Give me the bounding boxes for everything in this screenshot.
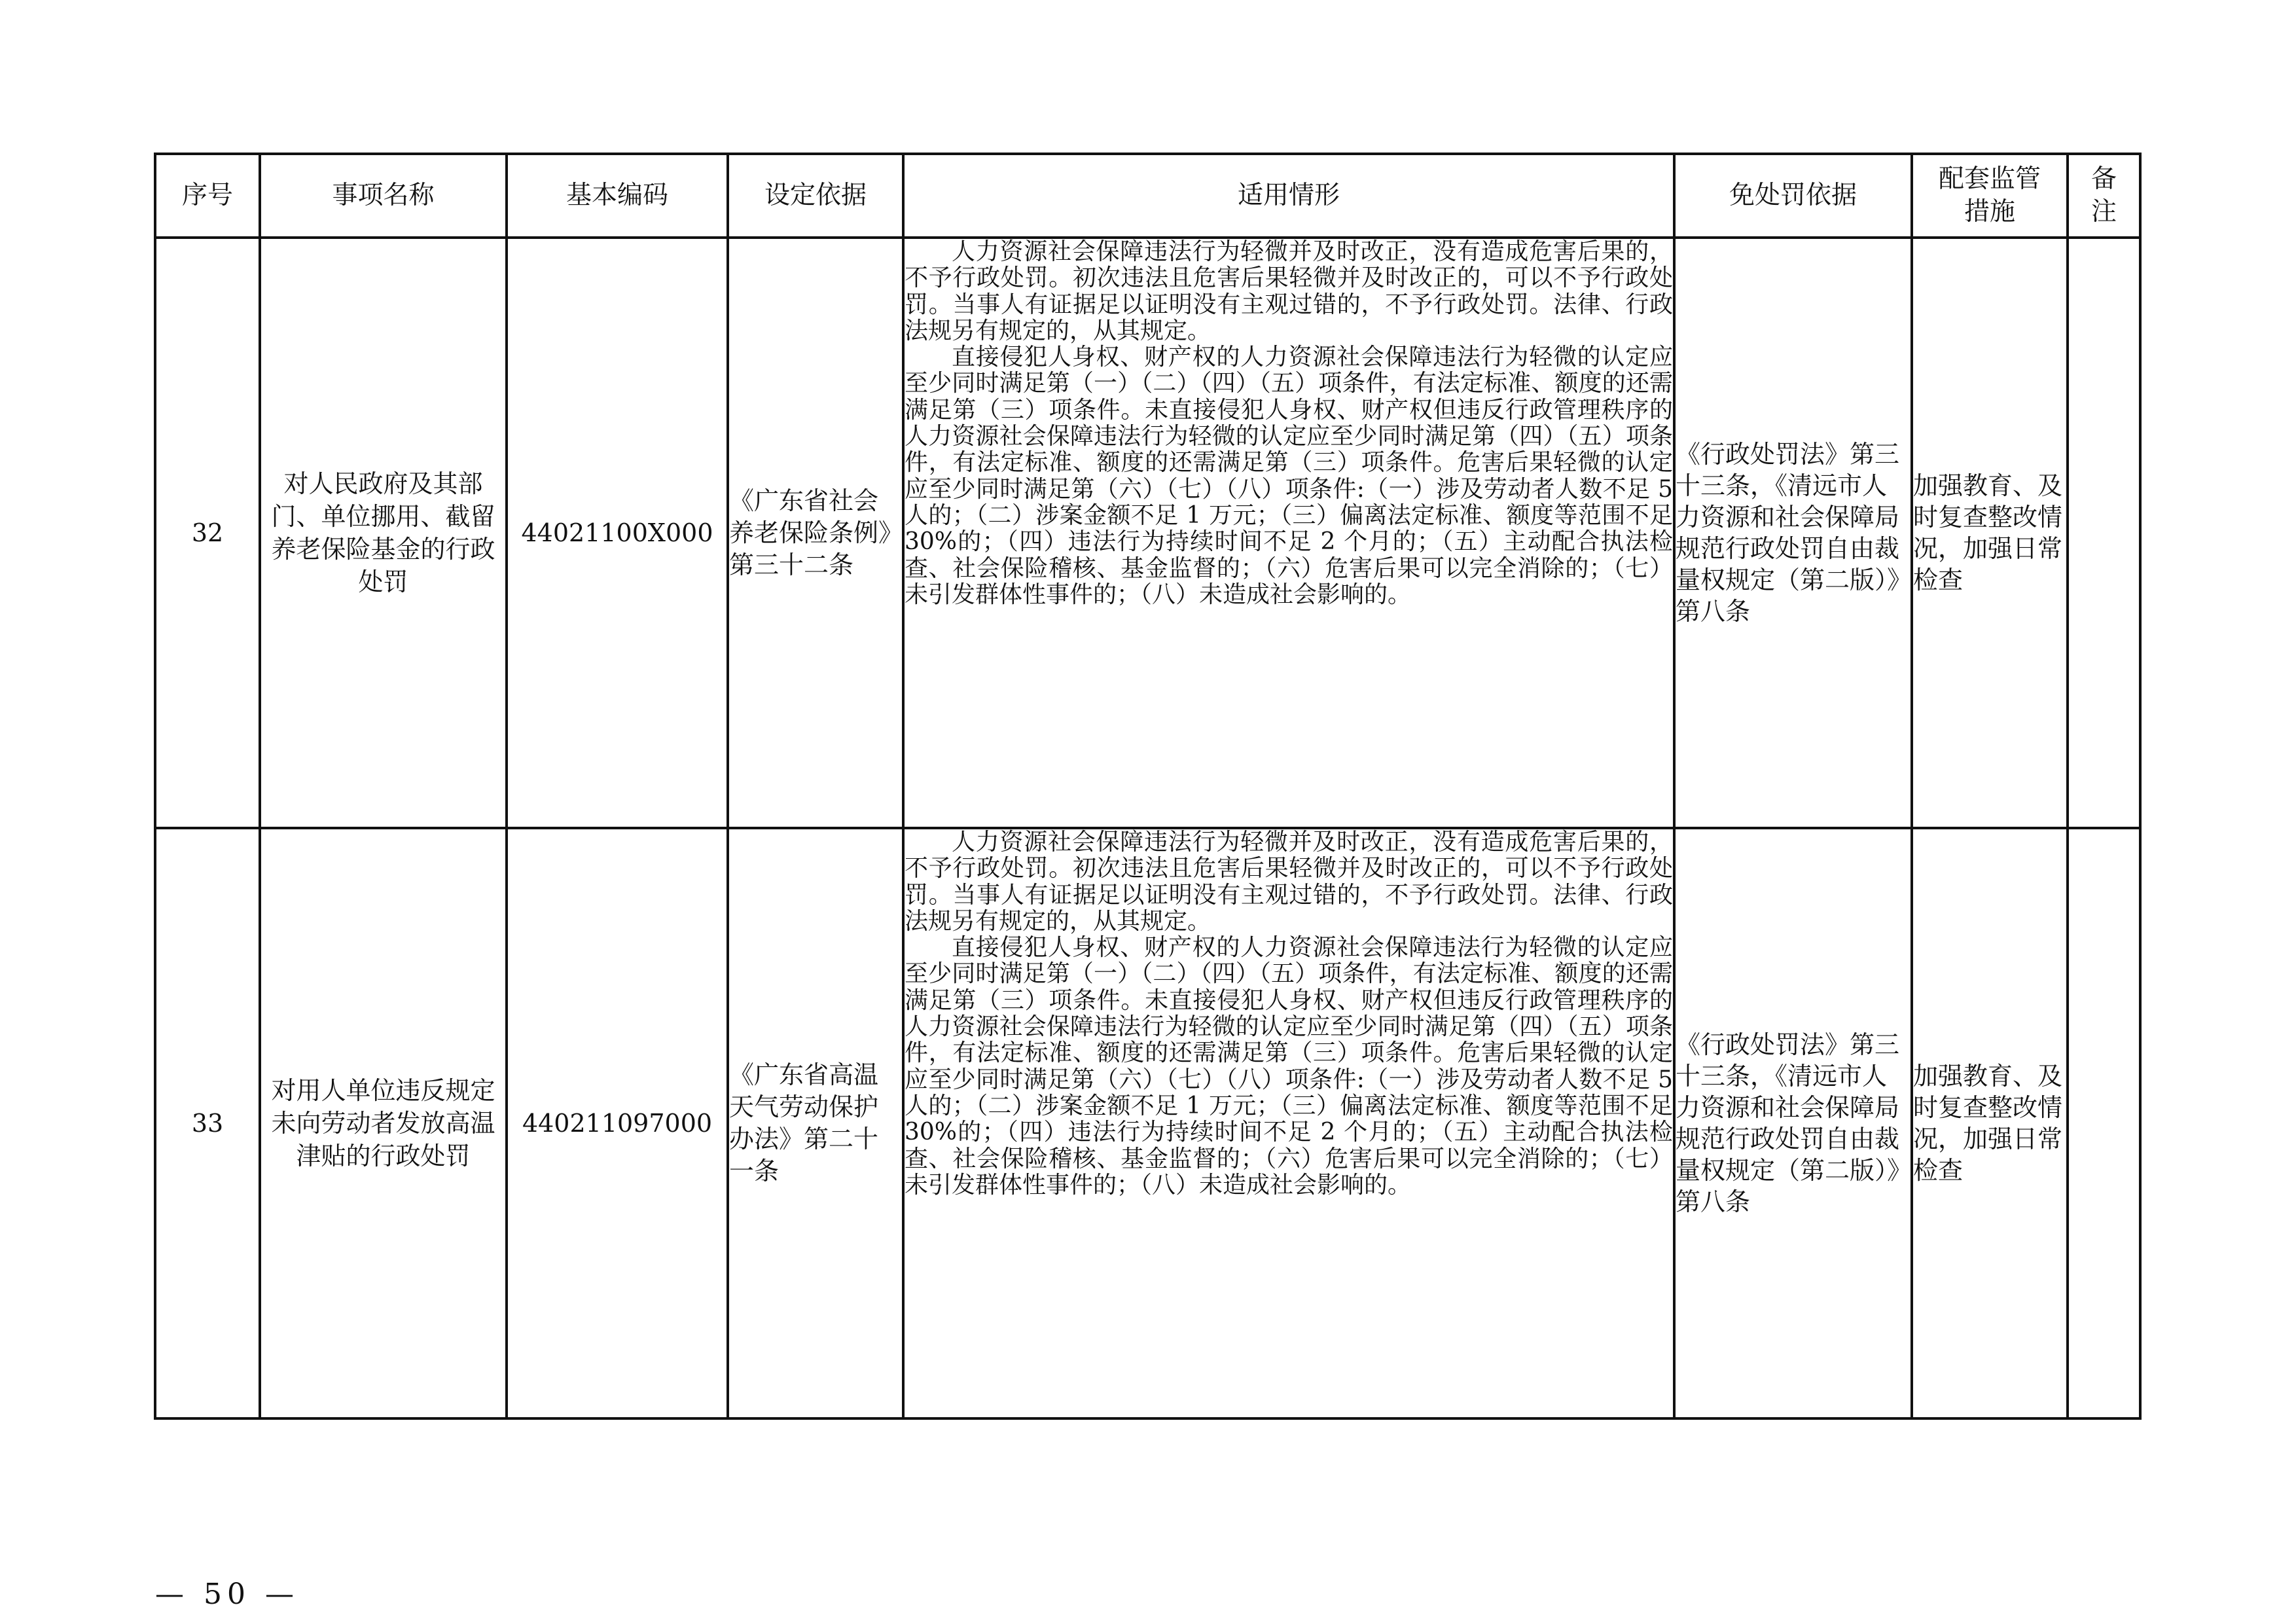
row-supervision: 加强教育、及时复查整改情况，加强日常检查 — [1912, 828, 2068, 1418]
row-exempt-basis: 《行政处罚法》第三十三条，《清远市人力资源和社会保障局规范行政处罚自由裁量权规定（第二版）》第八条 — [1674, 828, 1912, 1418]
header-basis: 设定依据 — [728, 154, 903, 238]
row-exempt-basis: 《行政处罚法》第三十三条，《清远市人力资源和社会保障局规范行政处罚自由裁量权规定（第二版）》第八条 — [1674, 238, 1912, 828]
header-remarks: 备注 — [2068, 154, 2140, 238]
condition-paragraph: 人力资源社会保障违法行为轻微并及时改正，没有造成危害后果的，不予行政处罚。初次违法且危害后果轻微并及时改正的，可以不予行政处罚。当事人有证据足以证明没有主观过错的，不予行政处罚。法律、行政法规另有规定的，从其规定。 — [905, 829, 1673, 935]
table-row — [155, 238, 2140, 828]
row-conditions — [903, 238, 1674, 828]
header-name: 事项名称 — [260, 154, 507, 238]
header-exempt-basis: 免处罚依据 — [1674, 154, 1912, 238]
row-supervision: 加强教育、及时复查整改情况，加强日常检查 — [1912, 238, 2068, 828]
row-conditions — [903, 828, 1674, 1418]
row-code: 44021100X000 — [507, 238, 728, 828]
penalty-exemption-table — [154, 153, 2142, 1420]
row-remarks — [2068, 238, 2140, 828]
header-index: 序号 — [155, 154, 260, 238]
header-code: 基本编码 — [507, 154, 728, 238]
row-name: 对人民政府及其部门、单位挪用、截留养老保险基金的行政处罚 — [260, 238, 507, 828]
page-number: — 50 — — [155, 1578, 299, 1611]
header-supervision: 配套监管措施 — [1912, 154, 2068, 238]
condition-paragraph: 直接侵犯人身权、财产权的人力资源社会保障违法行为轻微的认定应至少同时满足第（一）（二）（四）（五）项条件，有法定标准、额度的还需满足第（三）项条件。未直接侵犯人身权、财产权但违反行政管理秩序的人力资源社会保障违法行为轻微的认定应至少同时满足第（四）（五）项条件，有法定标准、额度的还需满足第（三）项条件。危害后果轻微的认定应至少同时满足第（六）（七）（八）项条件:（一）涉及劳动者人数不足 5 人的；（二）涉案金额不足 1 万元；（三）偏离法定标准、额度等范围不足 30%的；（四）违法行为持续时间不足 2 个月的；（五）主动配合执法检查、社会保险稽核、基金监督的；（六）危害后果可以完全消除的；（七）未引发群体性事件的；（八）未造成社会影响的。 — [905, 344, 1673, 608]
row-index: 32 — [155, 238, 260, 828]
row-basis: 《广东省社会养老保险条例》第三十二条 — [728, 238, 903, 828]
row-name: 对用人单位违反规定未向劳动者发放高温津贴的行政处罚 — [260, 828, 507, 1418]
condition-paragraph: 人力资源社会保障违法行为轻微并及时改正，没有造成危害后果的，不予行政处罚。初次违法且危害后果轻微并及时改正的，可以不予行政处罚。当事人有证据足以证明没有主观过错的，不予行政处罚。法律、行政法规另有规定的，从其规定。 — [905, 238, 1673, 344]
condition-paragraph: 直接侵犯人身权、财产权的人力资源社会保障违法行为轻微的认定应至少同时满足第（一）（二）（四）（五）项条件，有法定标准、额度的还需满足第（三）项条件。未直接侵犯人身权、财产权但违反行政管理秩序的人力资源社会保障违法行为轻微的认定应至少同时满足第（四）（五）项条件，有法定标准、额度的还需满足第（三）项条件。危害后果轻微的认定应至少同时满足第（六）（七）（八）项条件:（一）涉及劳动者人数不足 5 人的；（二）涉案金额不足 1 万元；（三）偏离法定标准、额度等范围不足 30%的；（四）违法行为持续时间不足 2 个月的；（五）主动配合执法检查、社会保险稽核、基金监督的；（六）危害后果可以完全消除的；（七）未引发群体性事件的；（八）未造成社会影响的。 — [905, 934, 1673, 1199]
row-index: 33 — [155, 828, 260, 1418]
row-code: 440211097000 — [507, 828, 728, 1418]
table-header-row — [155, 154, 2140, 238]
header-conditions: 适用情形 — [903, 154, 1674, 238]
row-remarks — [2068, 828, 2140, 1418]
table-row — [155, 828, 2140, 1418]
row-basis: 《广东省高温天气劳动保护办法》第二十一条 — [728, 828, 903, 1418]
